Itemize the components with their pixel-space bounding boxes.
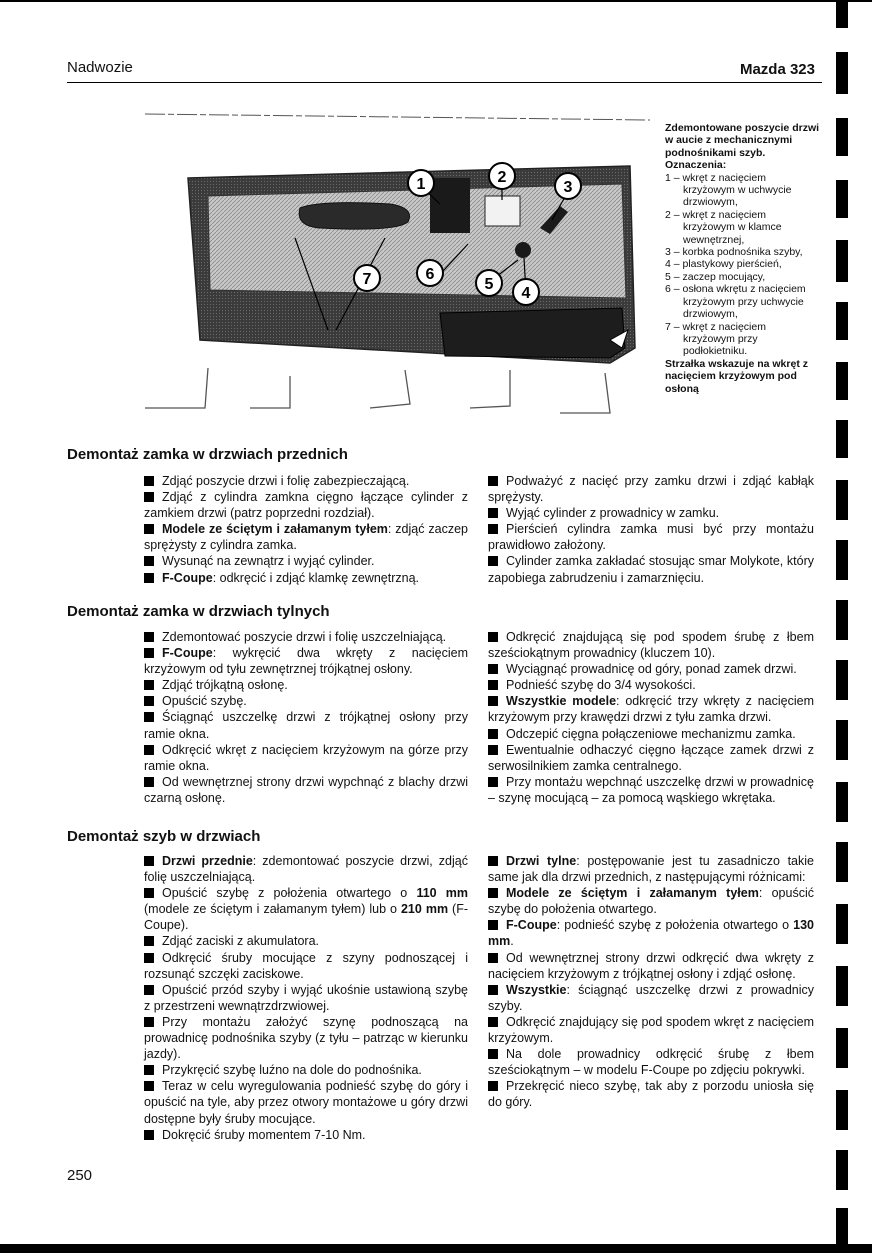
bullet-paragraph: [488, 505, 814, 521]
callout-3: [555, 173, 581, 199]
body-text: Ściągnąć uszczelkę drzwi z trójkątnej osłony przy ramie okna.: [144, 710, 468, 741]
svg-text:1: 1: [416, 176, 426, 193]
body-text: Wyjąć cylinder z prowadnicy w zamku.: [506, 506, 720, 521]
bullet-paragraph: [144, 1062, 468, 1078]
caption-item: 5 – zaczep mocujący,: [665, 270, 766, 283]
armrest-handle: [299, 203, 409, 229]
bullet-square-icon: [144, 632, 154, 642]
bullet-square-icon: [488, 1017, 498, 1027]
bullet-paragraph: [488, 521, 814, 553]
bullet-paragraph: [488, 853, 814, 885]
bullet-square-icon: [488, 664, 498, 674]
body-text: Opuścić przód szyby i wyjąć ukośnie ustawioną szybę z przestrzeni wewnątrzdrzwiowej.: [144, 982, 468, 1013]
bullet-square-icon: [488, 856, 498, 866]
bullet-paragraph: [144, 1078, 468, 1126]
bullet-paragraph: [144, 693, 468, 709]
bullet-square-icon: [488, 985, 498, 995]
bullet-square-icon: [144, 476, 154, 486]
bullet-square-icon: [144, 524, 154, 534]
bullet-square-icon: [488, 1049, 498, 1059]
bullet-paragraph: [144, 489, 468, 521]
bullet-paragraph: [144, 774, 468, 806]
body-text: Podważyć z nacięć przy zamku drzwi i zdjąć kabłąk sprężysty.: [488, 474, 814, 505]
bullet-square-icon: [144, 777, 154, 787]
caption-item: 3 – korbka podnośnika szyby,: [665, 246, 803, 259]
svg-text:7: 7: [362, 271, 372, 288]
callout-6: [417, 260, 443, 286]
body-text: Odkręcić śruby mocujące z szyny podnoszącej i rozsunąć szczęki zaciskowe.: [144, 950, 468, 981]
bullet-paragraph: [488, 629, 814, 661]
bold-text: 130 mm: [488, 918, 814, 949]
bullet-paragraph: [144, 570, 468, 586]
body-text: Teraz w celu wyregulowania podnieść szybę do góry i opuścić na tyle, aby przez otwory montażowe u góry drzwi dostępne były śruby mocujące.: [144, 1079, 468, 1126]
bullet-square-icon: [144, 1017, 154, 1027]
bullet-paragraph: [144, 629, 468, 645]
bullet-square-icon: [488, 777, 498, 787]
bullet-square-icon: [144, 888, 154, 898]
svg-text:2: 2: [497, 169, 507, 186]
bold-text: Drzwi tylne: [506, 854, 577, 868]
bullet-square-icon: [144, 936, 154, 946]
body-text: Opuścić szybę z położenia otwartego o: [162, 886, 417, 901]
caption-item: 7 – wkręt z nacięciem krzyżowym przy podłokietniku.: [665, 320, 766, 358]
header-model: Mazda 323: [739, 61, 815, 78]
caption-title: Zdemontowane poszycie drzwi w aucie z mechanicznymi podnośnikami szyb. Oznaczenia:: [665, 122, 820, 172]
svg-text:3: 3: [563, 179, 573, 196]
bullet-paragraph: [488, 661, 814, 677]
inner-handle-recess: [430, 178, 470, 233]
body-text: (F-Coupe).: [144, 902, 469, 933]
bullet-square-icon: [488, 476, 498, 486]
bullet-square-icon: [144, 1130, 154, 1140]
header-rule: [67, 82, 822, 83]
body-text: Zdemontować poszycie drzwi i folię uszczelniającą.: [162, 630, 447, 644]
body-text: Zdjąć zaciski z akumulatora.: [162, 934, 320, 949]
bullet-paragraph: [488, 950, 814, 982]
bullet-paragraph: [144, 1127, 468, 1143]
bullet-paragraph: [488, 1078, 814, 1110]
body-text: (modele ze ściętym i załamanym tyłem) lub o: [144, 902, 401, 917]
door-pocket: [440, 308, 625, 358]
caption-item: 6 – osłona wkrętu z nacięciem krzyżowym przy uchwycie drzwiowym,: [665, 283, 806, 321]
section-title: Demontaż zamka w drzwiach przednich: [67, 446, 348, 463]
bullet-paragraph: [488, 1046, 814, 1078]
bullet-paragraph: [144, 933, 468, 949]
svg-text:5: 5: [484, 276, 494, 293]
bullet-paragraph: [488, 553, 814, 585]
body-text: Zdjąć poszycie drzwi i folię zabezpieczającą.: [162, 474, 410, 488]
bold-text: F-Coupe: [506, 918, 557, 933]
bullet-square-icon: [144, 492, 154, 502]
bullet-square-icon: [144, 953, 154, 963]
bullet-square-icon: [488, 888, 498, 898]
page-number: 250: [67, 1167, 93, 1184]
inner-handle: [485, 196, 520, 226]
bullet-paragraph: [488, 693, 814, 725]
body-text: Zdjąć z cylindra zamkna cięgno łączące cylinder z zamkiem drzwi (patrz poprzedni rozdział).: [144, 490, 468, 521]
figure-caption: [665, 122, 820, 395]
body-text: .: [510, 934, 514, 949]
section-3-right-column: [488, 853, 814, 1111]
bullet-paragraph: [144, 885, 468, 933]
bullet-square-icon: [488, 632, 498, 642]
section-title: Demontaż szyb w drzwiach: [67, 828, 261, 845]
callout-1: [408, 170, 434, 196]
bullet-paragraph: [144, 521, 468, 553]
section-1-right-column: [488, 473, 814, 586]
bullet-paragraph: [488, 982, 814, 1014]
caption-arrow-note: Strzałka wskazuje na wkręt z nacięciem krzyżowym pod osłoną: [665, 357, 808, 395]
bold-text: Modele ze ściętym i załamanym tyłem: [506, 886, 759, 901]
bullet-square-icon: [488, 1081, 498, 1091]
section-3-left-column: [144, 853, 468, 1143]
bullet-paragraph: [488, 774, 814, 806]
callout-5: [476, 270, 502, 296]
bullet-square-icon: [144, 985, 154, 995]
bullet-square-icon: [144, 648, 154, 658]
callout-2: [489, 163, 515, 189]
bullet-paragraph: [144, 553, 468, 569]
bullet-square-icon: [488, 680, 498, 690]
body-text: : wykręcić dwa wkręty z nacięciem krzyżowym od tyłu zewnętrznej trójkątnej osłony.: [144, 646, 468, 677]
body-text: Zdjąć trójkątną osłonę.: [162, 678, 288, 693]
thumb-index-marks: [836, 0, 850, 1253]
body-text: Opuścić szybę.: [162, 694, 247, 709]
section-2-left-column: [144, 629, 468, 806]
bold-text: 210 mm: [400, 902, 449, 917]
bold-text: F-Coupe: [162, 570, 213, 585]
header-section: Nadwozie: [67, 59, 133, 76]
body-text: Wysunąć na zewnątrz i wyjąć cylinder.: [162, 554, 375, 569]
body-text: : zdjąć zaczep sprężysty z cylindra zamka.: [144, 522, 468, 553]
bullet-paragraph: [144, 950, 468, 982]
body-text: Przykręcić szybę luźno na dole do podnośnika.: [162, 1063, 422, 1078]
bullet-square-icon: [144, 573, 154, 583]
body-text: : opuścić szybę do położenia otwartego.: [488, 886, 814, 917]
bullet-paragraph: [144, 709, 468, 741]
bullet-paragraph: [144, 742, 468, 774]
callout-7: [354, 265, 380, 291]
body-text: Cylinder zamka zakładać stosując smar Molykote, który zapobiega zabrudzeniu i zamarznięciu.: [488, 554, 814, 585]
caption-item: 2 – wkręt z nacięciem krzyżowym w klamce wewnętrznej,: [665, 208, 782, 246]
bullet-square-icon: [488, 920, 498, 930]
svg-text:4: 4: [521, 285, 531, 302]
bullet-square-icon: [144, 745, 154, 755]
body-text: Odkręcić znajdującą się pod spodem śrubę z łbem sześciokątnym prowadnicy (kluczem 10).: [488, 630, 814, 661]
section-title: Demontaż zamka w drzwiach tylnych: [67, 603, 330, 620]
bullet-square-icon: [144, 712, 154, 722]
bullet-square-icon: [144, 696, 154, 706]
body-text: : postępowanie jest tu zasadniczo takie same jak dla drzwi przednich, z następującymi różnicami:: [488, 854, 814, 885]
body-text: Przy montażu wepchnąć uszczelkę drzwi w prowadnicę – szynę mocującą – za pomocą wąskiego wkrętaka.: [488, 774, 814, 805]
body-text: : odkręcić i zdjąć klamkę zewnętrzną.: [212, 570, 420, 585]
bold-text: F-Coupe: [162, 646, 213, 661]
bullet-paragraph: [144, 1014, 468, 1062]
body-text: Przekręcić nieco szybę, tak aby z porzodu uniosła się do góry.: [488, 1079, 814, 1110]
body-text: Ewentualnie odhaczyć cięgno łączące zamek drzwi z serwosilnikiem zamka centralnego.: [488, 742, 814, 773]
bullet-paragraph: [488, 473, 814, 505]
bullet-paragraph: [144, 645, 468, 677]
bullet-paragraph: [144, 853, 468, 885]
section-1-left-column: [144, 473, 468, 586]
body-text: Odczepić cięgna połączeniowe mechanizmu zamka.: [506, 726, 796, 741]
bottom-rule: [0, 1244, 872, 1253]
body-text: Wyciągnąć prowadnicę od góry, ponad zamek drzwi.: [506, 662, 797, 677]
bullet-square-icon: [488, 508, 498, 518]
bullet-paragraph: [144, 677, 468, 693]
bullet-paragraph: [488, 885, 814, 917]
bold-text: Modele ze ściętym i załamanym tyłem: [162, 522, 388, 537]
bullet-square-icon: [488, 556, 498, 566]
bullet-paragraph: [488, 677, 814, 693]
bold-text: Wszystkie modele: [506, 694, 617, 709]
section-2-right-column: [488, 629, 814, 806]
door-panel-figure: [140, 108, 660, 433]
bullet-square-icon: [488, 953, 498, 963]
body-text: Przy montażu założyć szynę podnoszącą na prowadnicę podnośnika szyby (z tyłu – patrząc w kierunku jazdy).: [144, 1014, 468, 1062]
bold-text: 110 mm: [416, 886, 468, 901]
bullet-square-icon: [144, 1065, 154, 1075]
bullet-paragraph: [488, 742, 814, 774]
body-text: : zdemontować poszycie drzwi, zdjąć folię uszczelniającą.: [144, 854, 468, 885]
body-text: Dokręcić śruby momentem 7-10 Nm.: [162, 1127, 366, 1142]
body-text: Odkręcić wkręt z nacięciem krzyżowym na górze przy ramie okna.: [144, 742, 468, 773]
bullet-square-icon: [488, 729, 498, 739]
bold-text: Wszystkie: [506, 982, 567, 997]
bullet-paragraph: [488, 917, 814, 949]
bullet-paragraph: [488, 1014, 814, 1046]
bullet-paragraph: [144, 982, 468, 1014]
bullet-paragraph: [488, 726, 814, 742]
bullet-square-icon: [144, 1081, 154, 1091]
bullet-square-icon: [144, 680, 154, 690]
body-text: Od wewnętrznej strony drzwi odkręcić dwa wkręty z nacięciem krzyżowym z trójkątnej osłony i zdjąć osłonę.: [488, 950, 814, 981]
body-text: Podnieść szybę do 3/4 wysokości.: [506, 678, 696, 693]
plastic-ring: [515, 242, 531, 258]
bullet-square-icon: [488, 524, 498, 534]
body-text: Na dole prowadnicy odkręcić śrubę z łbem sześciokątnym – w modelu F-Coupe po zdjęciu pokrywki.: [488, 1047, 814, 1078]
top-rule: [0, 0, 872, 2]
body-text: : odkręcić trzy wkręty z nacięciem krzyżowym przy krawędzi drzwi z tyłu zamka drzwi.: [488, 694, 814, 725]
bullet-square-icon: [144, 556, 154, 566]
bullet-square-icon: [488, 696, 498, 706]
caption-item: 4 – plastykowy pierścień,: [665, 258, 782, 271]
svg-text:6: 6: [425, 266, 435, 283]
caption-item: 1 – wkręt z nacięciem krzyżowym w uchwycie drzwiowym,: [665, 171, 792, 209]
callout-4: [513, 279, 539, 305]
body-text: Od wewnętrznej strony drzwi wypchnąć z blachy drzwi czarną osłonę.: [144, 774, 468, 805]
bullet-square-icon: [144, 856, 154, 866]
bold-text: Drzwi przednie: [162, 854, 253, 868]
body-text: Pierścień cylindra zamka musi być przy montażu prawidłowo założony.: [488, 522, 814, 553]
body-text: Odkręcić znajdujący się pod spodem wkręt z nacięciem krzyżowym.: [488, 1014, 814, 1046]
bullet-paragraph: [144, 473, 468, 489]
body-text: : ściągnąć uszczelkę drzwi z prowadnicy szyby.: [488, 982, 814, 1013]
body-text: : podnieść szybę z położenia otwartego o: [556, 918, 794, 933]
bullet-square-icon: [488, 745, 498, 755]
